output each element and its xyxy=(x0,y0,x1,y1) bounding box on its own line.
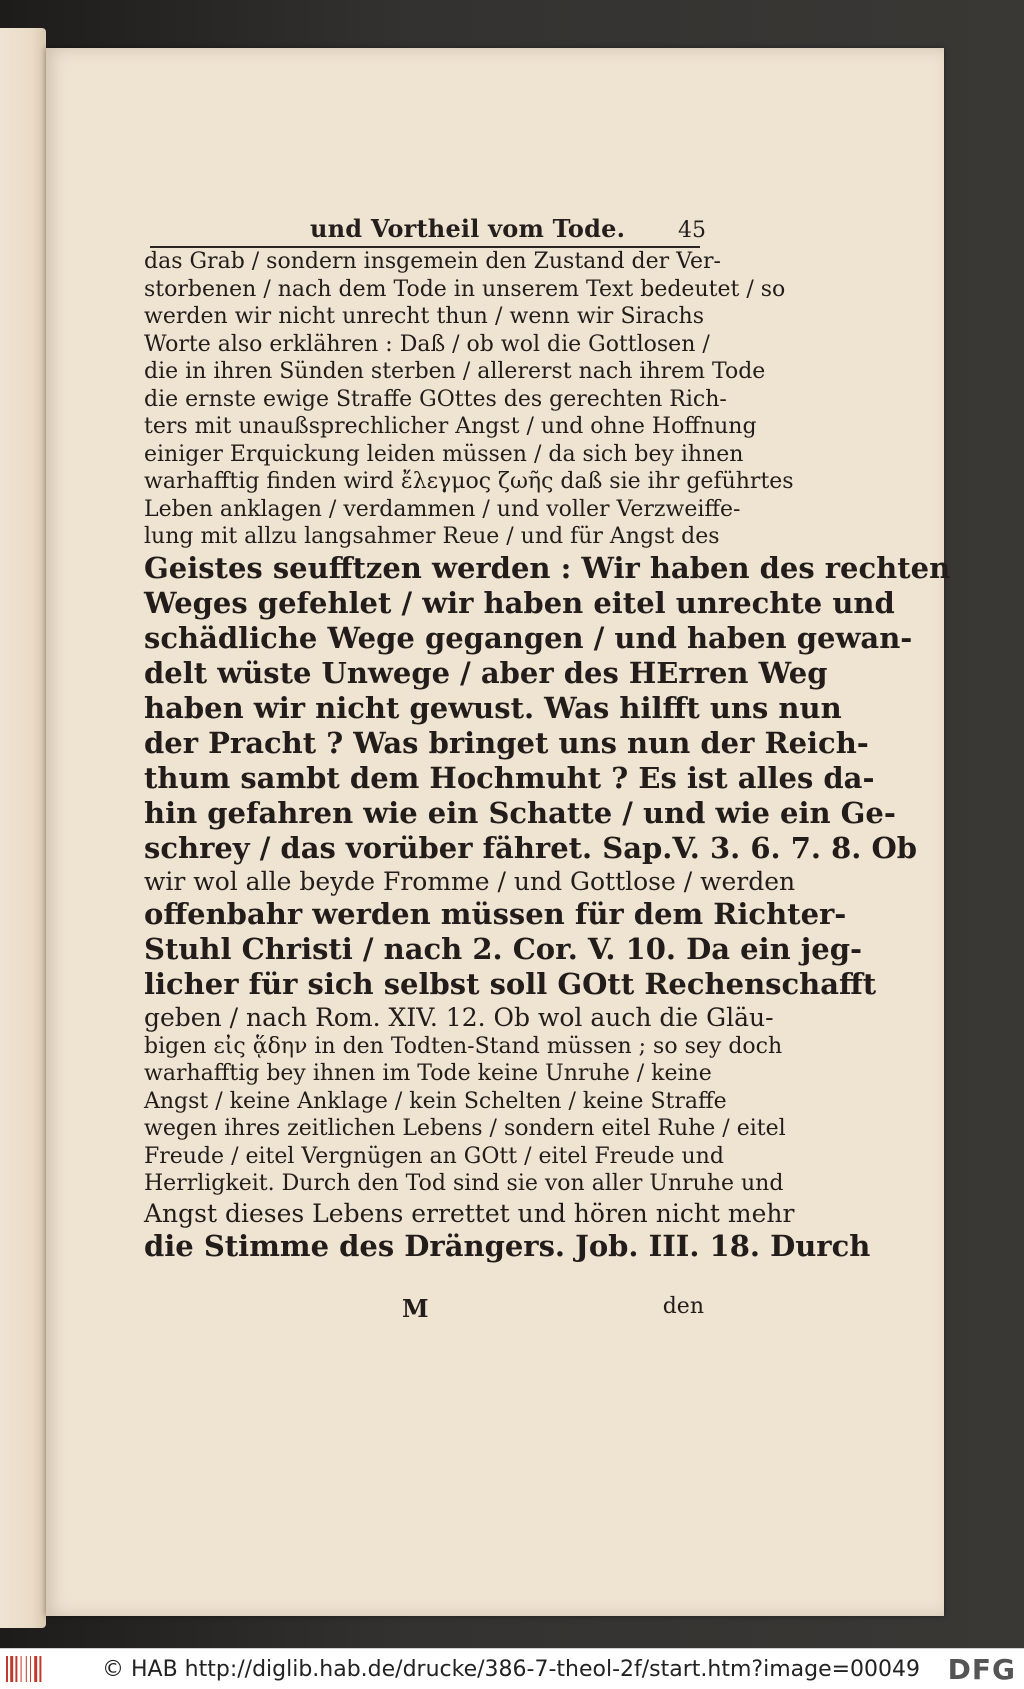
text-line: storbenen / nach dem Tode in unserem Text bedeutet / so xyxy=(144,276,786,302)
barcode-bar xyxy=(26,1656,27,1682)
barcode-bar xyxy=(6,1656,8,1682)
text-line: thum sambt dem Hochmuht ? Es ist alles da- xyxy=(144,760,875,795)
text-line: delt wüste Unwege / aber des HErren Weg xyxy=(144,655,828,690)
page-number: 45 xyxy=(678,218,706,243)
barcode-bar xyxy=(34,1656,37,1682)
catchword: den xyxy=(662,1294,704,1319)
text-line: warhafftig finden wird ἔλεγμος ζωῆς daß sie ihr geführtes xyxy=(144,469,794,494)
dfg-logo: DFG xyxy=(947,1653,1016,1686)
barcode-bar xyxy=(30,1656,31,1682)
text-line: Angst dieses Lebens errettet und hören nicht mehr xyxy=(144,1198,795,1228)
page-footer xyxy=(144,1294,704,1324)
text-line: der Pracht ? Was bringet uns nun der Reich- xyxy=(144,725,869,760)
barcode-bar xyxy=(39,1656,41,1682)
barcode-bar xyxy=(21,1656,22,1682)
text-line: Worte also erklähren : Daß / ob wol die Gottlosen / xyxy=(144,331,710,357)
text-line: Leben anklagen / verdammen / und voller Verzweiffe- xyxy=(144,496,741,522)
text-line: einiger Erquickung leiden müssen / da sich bey ihnen xyxy=(144,441,744,467)
text-line: licher für sich selbst soll GOtt Rechenschafft xyxy=(144,966,877,1001)
text-line: Freude / eitel Vergnügen an GOtt / eitel Freude und xyxy=(144,1143,724,1169)
text-line: die in ihren Sünden sterben / allererst nach ihrem Tode xyxy=(144,359,766,384)
text-line: Geistes seufftzen werden : Wir haben des rechten xyxy=(144,550,951,585)
barcode-bar xyxy=(10,1656,13,1682)
barcode-bar xyxy=(15,1656,17,1682)
text-line: bigen εἰς ᾅδην in den Todten-Stand müssen ; so sey doch xyxy=(144,1033,783,1059)
running-title: und Vortheil vom Tode. xyxy=(310,214,626,243)
text-line: Angst / keine Anklage / kein Schelten / keine Straffe xyxy=(144,1088,727,1114)
text-line: lung mit allzu langsahmer Reue / und für Angst des xyxy=(144,524,720,549)
text-line: hin gefahren wie ein Schatte / und wie ein Ge- xyxy=(144,795,896,830)
text-line: haben wir nicht gewust. Was hilfft uns nun xyxy=(144,690,842,725)
text-line: schädliche Wege gegangen / und haben gewan- xyxy=(144,620,913,655)
text-line: die Stimme des Drängers. Job. III. 18. Durch xyxy=(144,1228,871,1263)
left-page-edge xyxy=(0,28,46,1628)
running-head xyxy=(150,214,706,248)
text-line: schrey / das vorüber fähret. Sap.V. 3. 6. 7. 8. Ob xyxy=(144,830,918,865)
text-block xyxy=(144,248,951,1264)
barcode-icon xyxy=(6,1656,46,1682)
text-line: Weges gefehlet / wir haben eitel unrechte und xyxy=(144,585,895,620)
text-line: offenbahr werden müssen für dem Richter- xyxy=(144,896,847,931)
copyright-url-link[interactable]: © HAB http://diglib.hab.de/drucke/386-7-theol-2f/start.htm?image=00049 xyxy=(102,1657,921,1682)
text-line: die ernste ewige Straffe GOttes des gerechten Rich- xyxy=(144,386,727,412)
viewer-footer-bar xyxy=(0,1648,1024,1689)
text-line: das Grab / sondern insgemein den Zustand der Ver- xyxy=(144,249,721,274)
signature-mark: M xyxy=(402,1294,429,1323)
text-line: Stuhl Christi / nach 2. Cor. V. 10. Da ein jeg- xyxy=(144,931,863,966)
text-line: werden wir nicht unrecht thun / wenn wir Sirachs xyxy=(144,304,704,329)
text-line: wegen ihres zeitlichen Lebens / sondern eitel Ruhe / eitel xyxy=(144,1116,786,1141)
text-line: Herrligkeit. Durch den Tod sind sie von aller Unruhe und xyxy=(144,1171,784,1196)
text-line: warhafftig bey ihnen im Tode keine Unruhe / keine xyxy=(144,1061,712,1086)
text-line: ters mit unaußsprechlicher Angst / und ohne Hoffnung xyxy=(144,414,757,439)
text-line: geben / nach Rom. XIV. 12. Ob wol auch die Gläu- xyxy=(144,1002,774,1032)
text-line: wir wol alle beyde Fromme / und Gottlose / werden xyxy=(144,866,796,896)
